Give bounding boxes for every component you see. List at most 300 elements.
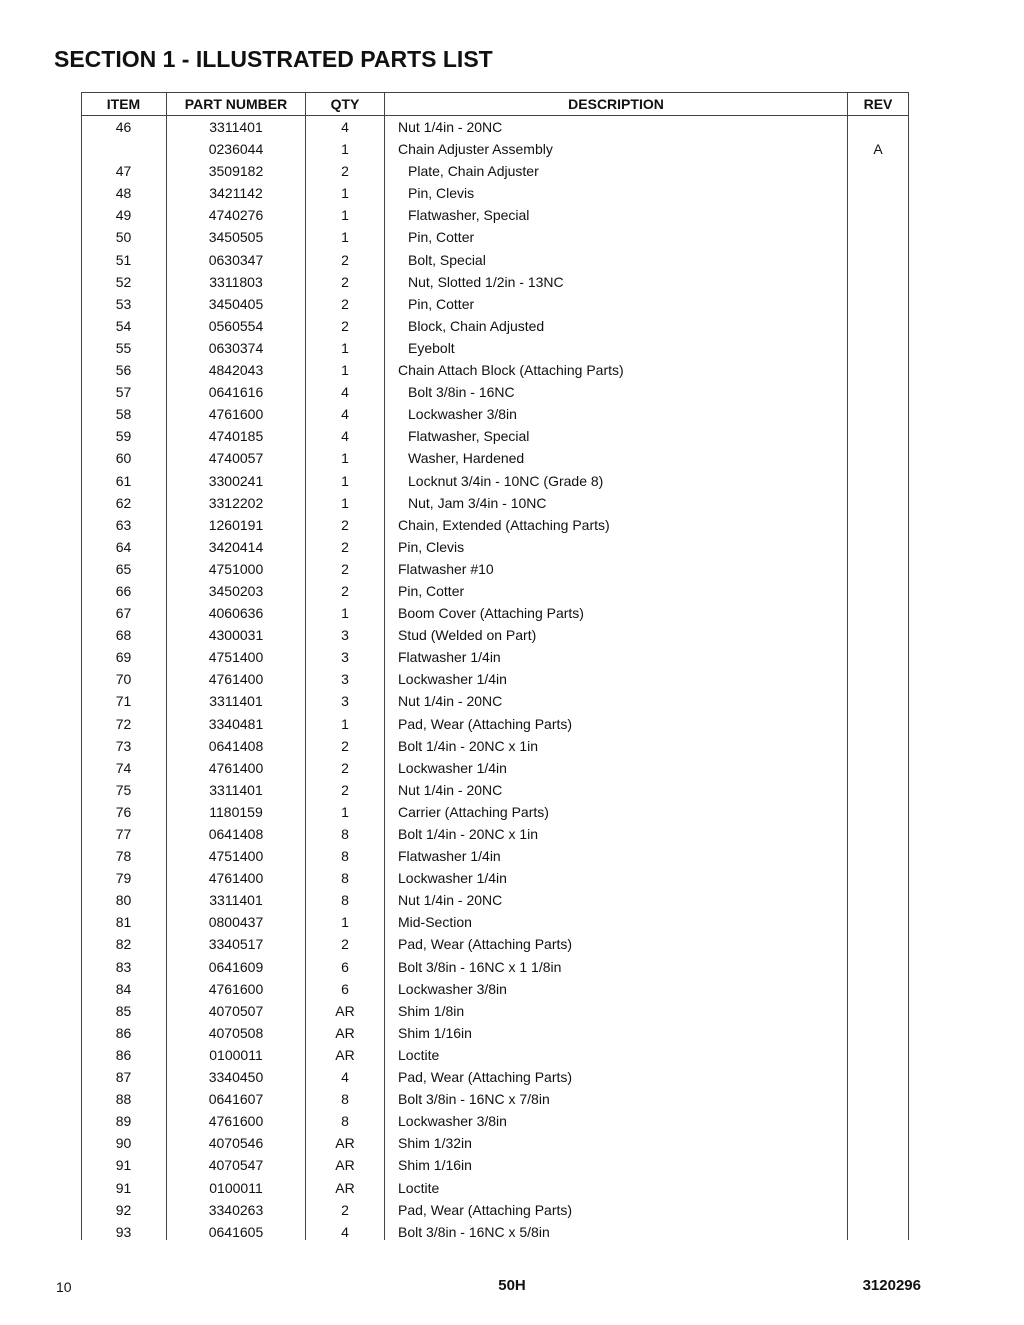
part-number-cell: 3300241 [208,472,264,489]
part-number-cell: 4761600 [208,980,264,997]
qty-cell: 4 [341,406,349,423]
table-row [81,1022,909,1044]
table-row [81,359,909,381]
qty-cell: 2 [341,737,349,754]
table-row [81,1154,909,1176]
rev-cell [848,1199,908,1221]
table-row [81,536,909,558]
part-number-cell: 0560554 [208,317,264,334]
table-row [81,735,909,757]
table-row [81,381,909,403]
part-number-cell: 0641607 [208,1091,264,1108]
part-number-cell: 0100011 [209,1046,263,1063]
item-cell: 56 [115,362,132,379]
table-row [81,779,909,801]
qty-cell: 2 [341,163,349,180]
description-cell: Nut 1/4in - 20NC [398,892,503,909]
table-row [81,447,909,469]
description-cell: Bolt 1/4in - 20NC x 1in [398,737,539,754]
part-number-cell: 3340263 [208,1201,264,1218]
description-cell: Nut 1/4in - 20NC [398,119,503,135]
qty-cell: 4 [341,119,349,135]
part-number-cell: 4070508 [208,1024,264,1041]
part-number-cell: 3450505 [208,229,264,246]
description-cell: Lockwasher 3/8in [398,1113,507,1130]
description-cell: Flatwasher 1/4in [398,848,501,865]
qty-cell: 6 [341,980,349,997]
rev-cell [848,911,908,933]
rev-cell [848,845,908,867]
qty-cell: 4 [341,428,349,445]
item-cell: 91 [115,1179,132,1196]
item-cell: 70 [115,671,132,688]
part-number-cell: 3311401 [209,693,263,710]
qty-cell: AR [335,1046,355,1063]
item-cell: 69 [115,649,132,666]
qty-cell: 1 [341,803,349,820]
qty-cell: 1 [341,914,349,931]
table-row [81,602,909,624]
table-row [81,690,909,712]
item-cell: 91 [115,1157,132,1174]
rev-cell [848,735,908,757]
rev-cell [848,492,908,514]
description-cell: Locknut 3/4in - 10NC (Grade 8) [408,472,604,489]
item-cell: 75 [115,781,132,798]
qty-cell: 8 [341,870,349,887]
description-cell: Pin, Cotter [408,229,475,246]
item-cell: 64 [115,538,132,555]
item-cell: 58 [115,406,132,423]
item-cell: 52 [115,273,132,290]
rev-cell [848,1154,908,1176]
item-cell: 68 [115,627,132,644]
description-cell: Loctite [398,1179,440,1196]
qty-cell: 4 [341,1223,349,1240]
rev-cell [848,668,908,690]
table-row [81,293,909,315]
table-row [81,624,909,646]
rev-cell [848,1088,908,1110]
part-number-cell: 3421142 [209,185,263,202]
rev-cell [848,116,908,138]
description-cell: Shim 1/16in [398,1024,472,1041]
table-body [81,116,909,1243]
description-cell: Pin, Clevis [398,538,465,555]
table-row [81,713,909,735]
description-cell: Nut 1/4in - 20NC [398,693,503,710]
item-cell: 78 [115,848,132,865]
table-row [81,315,909,337]
part-number-cell: 4761600 [208,1113,264,1130]
item-cell: 92 [115,1201,132,1218]
part-number-cell: 3509182 [208,163,264,180]
item-cell: 77 [115,826,132,842]
table-row [81,956,909,978]
part-number-cell: 0630347 [208,251,264,268]
description-cell: Boom Cover (Attaching Parts) [398,605,584,622]
part-number-cell: 4740276 [208,207,264,224]
item-cell: 62 [115,494,132,511]
description-cell: Block, Chain Adjusted [408,317,545,334]
part-number-cell: 3311401 [209,892,263,909]
rev-cell [848,1221,908,1243]
part-number-cell: 0641609 [208,958,264,975]
item-cell: 93 [115,1223,132,1240]
table-row [81,1044,909,1066]
item-cell: 80 [115,892,132,909]
rev-cell [848,1177,908,1199]
item-cell: 82 [115,936,132,953]
qty-cell: 1 [341,472,349,489]
table-row [81,558,909,580]
part-number-cell: 4300031 [208,627,264,644]
description-cell: Shim 1/32in [398,1135,472,1152]
rev-cell [848,204,908,226]
column-header-qty: QTY [330,95,360,112]
table-row [81,470,909,492]
part-number-cell: 4070507 [208,1002,264,1019]
qty-cell: 8 [341,826,349,842]
rev-cell [848,867,908,889]
description-cell: Bolt 3/8in - 16NC x 1 1/8in [398,958,562,975]
rev-cell [848,889,908,911]
rev-cell [848,801,908,823]
rev-cell [848,359,908,381]
qty-cell: 2 [341,560,349,577]
qty-cell: 2 [341,273,349,290]
description-cell: Flatwasher, Special [408,207,530,224]
part-number-cell: 0641408 [208,737,264,754]
item-cell: 90 [115,1135,132,1152]
table-row [81,138,909,160]
table-row [81,1221,909,1243]
item-cell: 48 [115,185,132,202]
description-cell: Shim 1/16in [398,1157,472,1174]
qty-cell: 3 [341,671,349,688]
rev-cell [848,182,908,204]
table-row [81,823,909,845]
table-row [81,1199,909,1221]
item-cell: 86 [115,1046,132,1063]
table-row [81,204,909,226]
description-cell: Pad, Wear (Attaching Parts) [398,1069,573,1086]
rev-cell [848,337,908,359]
rev-cell [848,271,908,293]
qty-cell: 2 [341,936,349,953]
table-row [81,867,909,889]
table-row [81,801,909,823]
qty-cell: 2 [341,582,349,599]
description-cell: Bolt 3/8in - 16NC x 5/8in [398,1223,550,1240]
qty-cell: 1 [341,229,349,246]
column-header-part-number: PART NUMBER [184,95,288,112]
rev-cell [848,1022,908,1044]
part-number-cell: 4070546 [208,1135,264,1152]
qty-cell: 1 [341,185,349,202]
part-number-cell: 3340481 [208,715,264,732]
item-cell: 66 [115,582,132,599]
qty-cell: AR [335,1135,355,1152]
qty-cell: 1 [341,141,349,158]
item-cell: 47 [115,163,132,180]
rev-cell [848,403,908,425]
description-cell: Eyebolt [408,339,455,356]
qty-cell: 2 [341,538,349,555]
part-number-cell: 3311401 [209,119,263,135]
part-number-cell: 0100011 [209,1179,263,1196]
rev-cell [848,470,908,492]
rev-cell [848,514,908,536]
description-cell: Chain, Extended (Attaching Parts) [398,516,610,533]
item-cell: 71 [115,693,132,710]
rev-cell [848,160,908,182]
page-number: 10 [56,1279,72,1295]
item-cell [81,138,166,160]
table-row [81,182,909,204]
description-cell: Chain Attach Block (Attaching Parts) [398,362,624,379]
description-cell: Shim 1/8in [398,1002,465,1019]
table-row [81,271,909,293]
description-cell: Carrier (Attaching Parts) [398,803,549,820]
rev-cell [848,425,908,447]
rev-cell [848,1044,908,1066]
qty-cell: 2 [341,516,349,533]
description-cell: Nut, Jam 3/4in - 10NC [408,494,547,511]
description-cell: Flatwasher 1/4in [398,649,501,666]
rev-cell [848,315,908,337]
qty-cell: 1 [341,450,349,467]
rev-cell [848,602,908,624]
description-cell: Pad, Wear (Attaching Parts) [398,1201,573,1218]
table-row [81,933,909,955]
rev-cell [848,646,908,668]
qty-cell: 2 [341,781,349,798]
part-number-cell: 3311803 [209,273,263,290]
item-cell: 81 [115,914,132,931]
item-cell: 54 [115,317,132,334]
table-row [81,249,909,271]
part-number-cell: 4761400 [208,759,264,776]
table-row [81,911,909,933]
rev-cell [848,624,908,646]
rev-cell [848,249,908,271]
description-cell: Stud (Welded on Part) [398,627,537,644]
item-cell: 72 [115,715,132,732]
qty-cell: 1 [341,715,349,732]
part-number-cell: 4740057 [208,450,264,467]
table-row [81,226,909,248]
qty-cell: 6 [341,958,349,975]
description-cell: Lockwasher 1/4in [398,671,507,688]
rev-cell [848,1110,908,1132]
item-cell: 65 [115,560,132,577]
qty-cell: 2 [341,759,349,776]
item-cell: 46 [115,119,132,135]
part-number-cell: 3420414 [208,538,264,555]
rev-cell [848,823,908,845]
qty-cell: 2 [341,295,349,312]
qty-cell: 8 [341,1091,349,1108]
part-number-cell: 4751400 [208,848,264,865]
column-header-description: DESCRIPTION [568,95,664,112]
rev-cell [848,536,908,558]
part-number-cell: 0800437 [208,914,264,931]
item-cell: 88 [115,1091,132,1108]
rev-cell [848,956,908,978]
table-row [81,1110,909,1132]
qty-cell: AR [335,1024,355,1041]
item-cell: 63 [115,516,132,533]
qty-cell: 1 [341,207,349,224]
part-number-cell: 0641616 [208,384,264,401]
description-cell: Lockwasher 1/4in [398,870,507,887]
item-cell: 61 [115,472,132,489]
description-cell: Nut, Slotted 1/2in - 13NC [408,273,564,290]
qty-cell: AR [335,1157,355,1174]
item-cell: 74 [115,759,132,776]
table-row [81,1066,909,1088]
table-row [81,1132,909,1154]
part-number-cell: 0630374 [208,339,264,356]
qty-cell: AR [335,1179,355,1196]
description-cell: Nut 1/4in - 20NC [398,781,503,798]
description-cell: Pin, Clevis [408,185,475,202]
qty-cell: 3 [341,693,349,710]
description-cell: Flatwasher #10 [398,560,494,577]
table-row [81,757,909,779]
qty-cell: 4 [341,384,349,401]
rev-cell [848,226,908,248]
rev-cell [848,779,908,801]
item-cell: 59 [115,428,132,445]
table-row [81,580,909,602]
qty-cell: 2 [341,1201,349,1218]
item-cell: 83 [115,958,132,975]
qty-cell: 4 [341,1069,349,1086]
table-row [81,845,909,867]
part-number-cell: 4751000 [208,560,264,577]
description-cell: Flatwasher, Special [408,428,530,445]
qty-cell: 1 [341,339,349,356]
description-cell: Lockwasher 1/4in [398,759,507,776]
description-cell: Lockwasher 3/8in [408,406,517,423]
table-row [81,668,909,690]
part-number-cell: 4740185 [208,428,264,445]
item-cell: 89 [115,1113,132,1130]
table-row [81,1177,909,1199]
description-cell: Pad, Wear (Attaching Parts) [398,936,573,953]
rev-cell [848,293,908,315]
item-cell: 86 [115,1024,132,1041]
column-header-item: ITEM [106,95,141,112]
part-number-cell: 1180159 [209,803,263,820]
qty-cell: 1 [341,605,349,622]
qty-cell: AR [335,1002,355,1019]
qty-cell: 2 [341,317,349,334]
rev-cell [848,1066,908,1088]
part-number-cell: 3450405 [208,295,264,312]
table-row [81,1088,909,1110]
rev-cell [848,580,908,602]
description-cell: Bolt 1/4in - 20NC x 1in [398,826,539,842]
table-row [81,160,909,182]
parts-table [81,92,909,1240]
item-cell: 67 [115,605,132,622]
item-cell: 49 [115,207,132,224]
part-number-cell: 0641605 [208,1223,264,1240]
item-cell: 87 [115,1069,132,1086]
part-number-cell: 3311401 [209,781,263,798]
qty-cell: 3 [341,649,349,666]
qty-cell: 8 [341,1113,349,1130]
table-row [81,403,909,425]
part-number-cell: 3340450 [208,1069,264,1086]
rev-cell [848,757,908,779]
part-number-cell: 4060636 [208,605,264,622]
description-cell: Pin, Cotter [408,295,475,312]
description-cell: Washer, Hardened [408,450,525,467]
part-number-cell: 4761600 [208,406,264,423]
table-row [81,1000,909,1022]
table-row [81,425,909,447]
item-cell: 57 [115,384,132,401]
table-row [81,337,909,359]
description-cell: Loctite [398,1046,440,1063]
description-cell: Bolt, Special [408,251,486,268]
table-row [81,646,909,668]
column-header-rev: REV [863,95,893,112]
part-number-cell: 3450203 [208,582,264,599]
page-title: SECTION 1 - ILLUSTRATED PARTS LIST [54,46,493,72]
rev-cell [848,1132,908,1154]
description-cell: Pad, Wear (Attaching Parts) [398,715,573,732]
table-row [81,116,909,138]
rev-cell [848,978,908,1000]
qty-cell: 1 [341,494,349,511]
item-cell: 60 [115,450,132,467]
part-number-cell: 4842043 [208,362,264,379]
item-cell: 53 [115,295,132,312]
table-row [81,514,909,536]
part-number-cell: 0641408 [208,826,264,842]
table-row [81,978,909,1000]
qty-cell: 2 [341,251,349,268]
qty-cell: 1 [341,362,349,379]
table-row [81,889,909,911]
part-number-cell: 4761400 [208,671,264,688]
item-cell: 50 [115,229,132,246]
rev-cell [848,1000,908,1022]
description-cell: Lockwasher 3/8in [398,980,507,997]
part-number-cell: 4070547 [208,1157,264,1174]
description-cell: Plate, Chain Adjuster [408,163,539,180]
description-cell: Bolt 3/8in - 16NC x 7/8in [398,1091,550,1108]
part-number-cell: 3312202 [208,494,264,511]
item-cell: 55 [115,339,132,356]
description-cell: Bolt 3/8in - 16NC [408,384,515,401]
part-number-cell: 4751400 [208,649,264,666]
rev-cell [848,690,908,712]
item-cell: 84 [115,980,132,997]
qty-cell: 8 [341,892,349,909]
document-number: 3120296 [862,1277,921,1294]
part-number-cell: 3340517 [208,936,264,953]
rev-cell [848,713,908,735]
description-cell: Pin, Cotter [398,582,465,599]
item-cell: 73 [115,737,132,754]
rev-cell [848,381,908,403]
